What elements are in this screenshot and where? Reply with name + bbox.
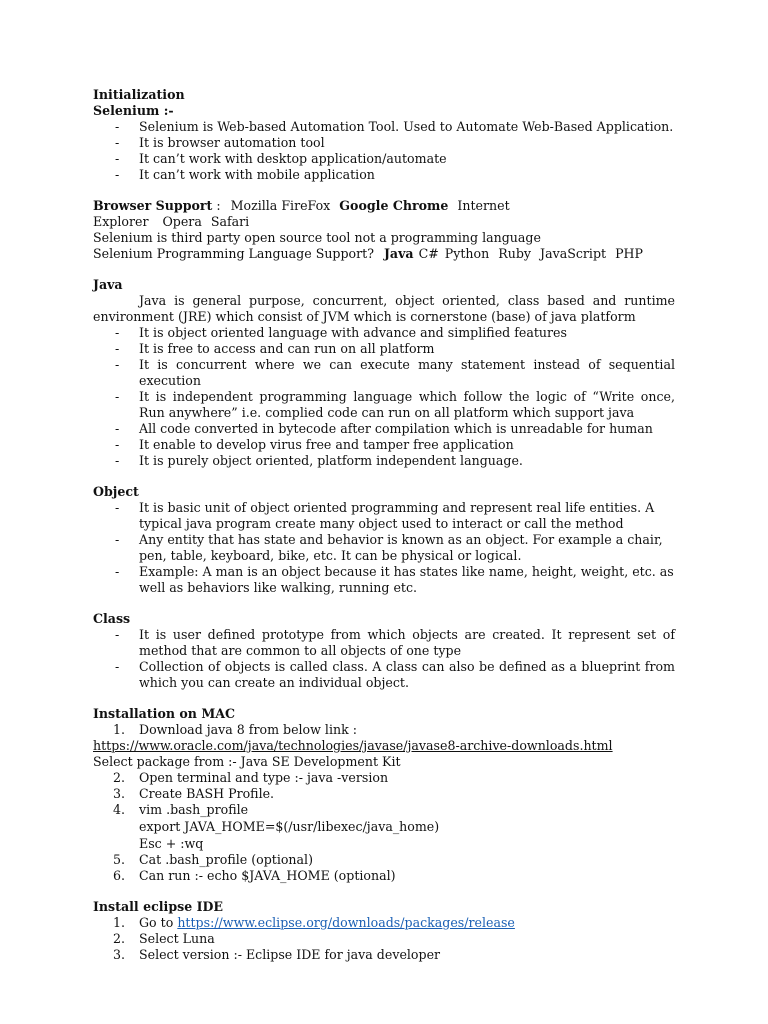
selenium-list [93,119,675,183]
list-item: - It enable to develop virus free and tamper free application [93,437,675,453]
selenium-heading: Selenium :- [93,103,174,118]
list-item: 4. vim .bash_profile [113,802,249,817]
select-package-line: Select package from :- Java SE Development Kit [93,754,401,769]
oracle-download-link[interactable]: https://www.oracle.com/java/technologies/javase/javase8-archive-downloads.html [93,738,613,753]
export-line: export JAVA_HOME=$(/usr/libexec/java_home) [139,819,440,834]
object-list [93,500,675,596]
lang-java: Java [383,246,414,261]
mac-steps-cont [93,770,675,818]
mac-steps-end [93,852,675,884]
list-item: - It is browser automation tool [93,135,675,151]
list-item: - It can’t work with mobile application [93,167,675,183]
list-item: - Any entity that has state and behavior is known as an object. For example a chair, pen, table, keyboard, bike, etc. It can be physical or logical. [93,532,675,564]
class-list [93,627,675,691]
language-support-label: Selenium Programming Language Support? [93,246,374,261]
list-item: - All code converted in bytecode after compilation which is unreadable for human [93,421,675,437]
list-item: 3. Select version :- Eclipse IDE for java developer [113,947,441,962]
browser-chrome: Google Chrome [339,198,449,213]
java-list [93,325,675,469]
mac-steps [93,722,675,738]
list-item: - It is concurrent where we can execute many statement instead of sequential execution [93,357,675,389]
list-item: 3. Create BASH Profile. [113,786,275,801]
document-page [93,87,675,963]
lang-php: PHP [615,246,643,261]
list-item: - It can’t work with desktop application/automate [93,151,675,167]
list-item: 5. Cat .bash_profile (optional) [113,852,313,867]
browser-support-colon: : [216,198,221,213]
object-heading: Object [93,484,139,499]
list-item: - It is object oriented language with advance and simplified features [93,325,675,341]
lang-javascript: JavaScript [540,246,607,261]
java-heading: Java [93,277,123,292]
initialization-heading: Initialization [93,87,185,102]
browser-firefox: Mozilla FireFox [230,198,331,213]
list-item: 2. Open terminal and type :- java -version [113,770,389,785]
browser-support-label: Browser Support [93,198,213,213]
list-item: - It is user defined prototype from which objects are created. It represent set of method that are common to all objects of one type [93,627,675,659]
list-item: 1. Go to https://www.eclipse.org/downloads/packages/release [113,915,515,930]
esc-line: Esc + :wq [139,836,204,851]
list-item: - Example: A man is an object because it has states like name, height, weight, etc. as well as behaviors like walking, running etc. [93,564,675,596]
list-item: - It is basic unit of object oriented programming and represent real life entities. A typical java program create many object used to interact or call the method [93,500,675,532]
list-item: - Selenium is Web-based Automation Tool. Used to Automate Web-Based Application. [93,119,675,135]
list-item: - Collection of objects is called class. A class can also be defined as a blueprint from which you can create an individual object. [93,659,675,691]
browser-opera: Opera [162,214,202,229]
list-item: - It is free to access and can run on all platform [93,341,675,357]
java-intro: Java is general purpose, concurrent, object oriented, class based and runtime environment (JRE) which consist of JVM which is cornerstone (base) of java platform [93,293,675,324]
list-item: 2. Select Luna [113,931,215,946]
list-item: 1. Download java 8 from below link : [113,722,357,737]
language-support-line [93,246,675,262]
lang-ruby: Ruby [498,246,532,261]
browser-support-line [93,198,675,230]
eclipse-heading: Install eclipse IDE [93,899,224,914]
lang-csharp: C# [418,246,439,261]
browser-ie: Internet Explorer [93,198,510,229]
mac-heading: Installation on MAC [93,706,236,721]
lang-python: Python [444,246,490,261]
list-item: - It is purely object oriented, platform independent language. [93,453,675,469]
list-item: 6. Can run :- echo $JAVA_HOME (optional) [113,868,396,883]
list-item: - It is independent programming language which follow the logic of “Write once, Run anywhere” i.e. complied code can run on all platform which support java [93,389,675,421]
eclipse-download-link[interactable]: https://www.eclipse.org/downloads/packages/release [177,915,515,930]
third-party-line: Selenium is third party open source tool not a programming language [93,230,541,245]
class-heading: Class [93,611,131,626]
eclipse-steps [93,915,675,963]
browser-safari: Safari [210,214,250,229]
